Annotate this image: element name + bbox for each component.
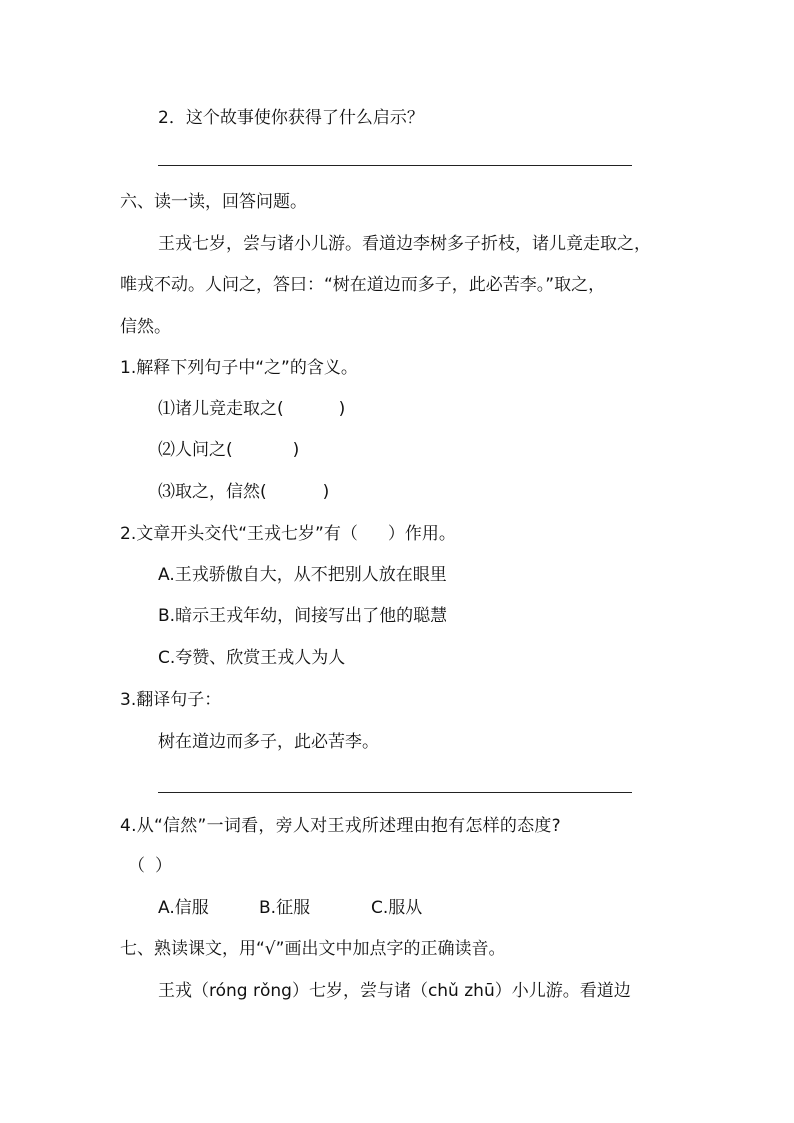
q2-option-b: B.暗示王戎年幼，间接写出了他的聪慧 — [158, 606, 448, 626]
section-7-heading: 七、熟读课文，用“√”画出文中加点字的正确读音。 — [120, 939, 506, 959]
q3-text: 3.翻译句子： — [120, 690, 222, 710]
q4-paren-open: （ — [128, 856, 145, 876]
q1-item-3-close: ) — [322, 482, 330, 502]
q1-item-2-close: ) — [292, 440, 300, 460]
q2-option-a: A.王戎骄傲自大，从不把别人放在眼里 — [158, 565, 447, 585]
s5-question-2: 2．这个故事使你获得了什么启示？ — [158, 108, 424, 128]
q1-text: 1.解释下列句子中“之”的含义。 — [120, 358, 358, 378]
passage-line-1: 王戎七岁，尝与诸小儿游。看道边李树多子折枝，诸儿竟走取之， — [158, 234, 651, 254]
section-6-heading: 六、读一读，回答问题。 — [120, 192, 307, 212]
q4-option-b: B.征服 — [259, 898, 311, 918]
q4-paren-close: ） — [155, 856, 172, 876]
q2-text — [120, 523, 456, 545]
q1-item-2-label: ⑵人问之( — [158, 440, 233, 460]
q4-option-a: A.信服 — [158, 898, 209, 918]
q2-option-c: C.夸赞、欣赏王戎人为人 — [158, 648, 346, 668]
answer-line — [158, 165, 632, 166]
answer-line — [158, 792, 632, 793]
section-7-passage-line: 王戎（róng rǒng）七岁，尝与诸（chǔ zhū）小儿游。看道边 — [158, 981, 631, 1001]
q1-item-1-close: ) — [338, 399, 346, 419]
passage-line-2: 唯戎不动。人问之，答曰：“树在道边而多子，此必苦李。”取之， — [120, 275, 606, 295]
q1-item-2 — [158, 439, 299, 461]
q2-text-end: ）作用。 — [387, 524, 456, 544]
q1-item-1 — [158, 398, 345, 420]
q1-item-3-label: ⑶取之，信然( — [158, 482, 267, 502]
q2-text-start: 2.文章开头交代“王戎七岁”有（ — [120, 524, 358, 544]
q4-option-c: C.服从 — [371, 898, 423, 918]
passage-line-3: 信然。 — [120, 317, 171, 337]
q1-item-3 — [158, 481, 329, 503]
q4-answer-parens — [128, 855, 172, 877]
q1-item-1-label: ⑴诸儿竞走取之( — [158, 399, 284, 419]
q3-sentence: 树在道边而多子，此必苦李。 — [158, 732, 379, 752]
q4-text: 4.从“信然”一词看，旁人对王戎所述理由抱有怎样的态度? — [120, 816, 561, 836]
